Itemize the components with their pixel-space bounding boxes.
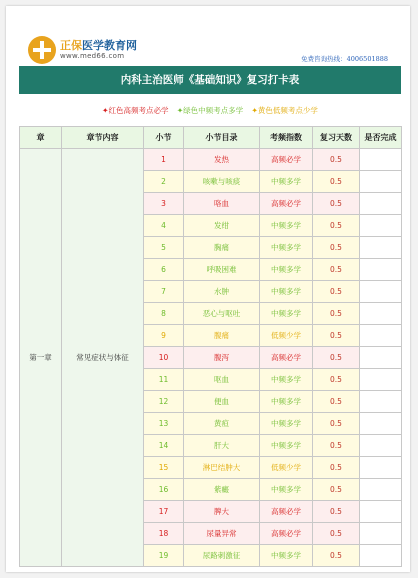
chapter-cell: 第一章 [20,149,62,567]
section-index-cell: 18 [144,523,184,545]
section-index-cell: 4 [144,215,184,237]
section-index-cell: 9 [144,325,184,347]
section-title-cell: 胸痛 [184,237,260,259]
completion-cell[interactable] [360,501,402,523]
frequency-cell: 中频多学 [260,281,313,303]
review-days-cell: 0.5 [313,325,360,347]
section-index-cell: 12 [144,391,184,413]
section-title-cell: 发绀 [184,215,260,237]
section-title-cell: 紫癜 [184,479,260,501]
completion-cell[interactable] [360,259,402,281]
section-index-cell: 6 [144,259,184,281]
section-index-cell: 8 [144,303,184,325]
review-days-cell: 0.5 [313,435,360,457]
review-days-cell: 0.5 [313,193,360,215]
header-section: 小节 [144,127,184,149]
section-index-cell: 17 [144,501,184,523]
review-days-cell: 0.5 [313,347,360,369]
frequency-cell: 中频多学 [260,413,313,435]
frequency-cell: 中频多学 [260,435,313,457]
section-index-cell: 19 [144,545,184,567]
frequency-cell: 中频多学 [260,479,313,501]
section-index-cell: 13 [144,413,184,435]
legend-green: ✦绿色中频考点多学 [176,106,244,115]
review-days-cell: 0.5 [313,545,360,567]
frequency-cell: 高频必学 [260,347,313,369]
section-index-cell: 7 [144,281,184,303]
section-title-cell: 水肿 [184,281,260,303]
section-title-cell: 肝大 [184,435,260,457]
section-index-cell: 5 [144,237,184,259]
completion-cell[interactable] [360,303,402,325]
review-days-cell: 0.5 [313,281,360,303]
header-chapter-content: 章节内容 [62,127,144,149]
frequency-cell: 中频多学 [260,545,313,567]
review-days-cell: 0.5 [313,501,360,523]
completion-cell[interactable] [360,435,402,457]
frequency-cell: 中频多学 [260,303,313,325]
frequency-cell: 中频多学 [260,215,313,237]
frequency-cell: 低频少学 [260,325,313,347]
section-title-cell: 尿路刺激征 [184,545,260,567]
completion-cell[interactable] [360,369,402,391]
completion-cell[interactable] [360,215,402,237]
section-index-cell: 1 [144,149,184,171]
section-index-cell: 15 [144,457,184,479]
header-review-days: 复习天数 [313,127,360,149]
legend-yellow: ✦黄色低频考点少学 [251,106,318,115]
completion-cell[interactable] [360,149,402,171]
completion-cell[interactable] [360,523,402,545]
header-section-title: 小节目录 [184,127,260,149]
section-title-cell: 呼吸困难 [184,259,260,281]
section-title-cell: 咳嗽与咳痰 [184,171,260,193]
review-days-cell: 0.5 [313,413,360,435]
frequency-cell: 高频必学 [260,193,313,215]
review-days-cell: 0.5 [313,457,360,479]
hotline-text: 免费咨询热线：4006501888 [301,55,388,63]
completion-cell[interactable] [360,479,402,501]
review-days-cell: 0.5 [313,523,360,545]
completion-cell[interactable] [360,325,402,347]
frequency-cell: 中频多学 [260,237,313,259]
completion-cell[interactable] [360,193,402,215]
section-title-cell: 发热 [184,149,260,171]
section-title-cell: 淋巴结肿大 [184,457,260,479]
completion-cell[interactable] [360,457,402,479]
frequency-cell: 中频多学 [260,171,313,193]
table-header-row [20,127,402,149]
review-days-cell: 0.5 [313,171,360,193]
header-done: 是否完成 [360,127,402,149]
document-page [6,6,410,572]
section-title-cell: 黄疸 [184,413,260,435]
review-days-cell: 0.5 [313,237,360,259]
section-title-cell: 脾大 [184,501,260,523]
completion-cell[interactable] [360,391,402,413]
section-index-cell: 10 [144,347,184,369]
completion-cell[interactable] [360,347,402,369]
section-index-cell: 3 [144,193,184,215]
header-chapter: 章 [20,127,62,149]
legend-red: ✦红色高频考点必学 [102,106,169,115]
section-index-cell: 2 [144,171,184,193]
review-days-cell: 0.5 [313,215,360,237]
completion-cell[interactable] [360,413,402,435]
review-days-cell: 0.5 [313,149,360,171]
logo-name: 正保医学教育网 [60,39,137,52]
review-days-cell: 0.5 [313,369,360,391]
study-table [19,126,402,567]
section-index-cell: 11 [144,369,184,391]
chapter-content-cell: 常见症状与体征 [62,149,144,567]
frequency-cell: 高频必学 [260,523,313,545]
section-title-cell: 尿量异常 [184,523,260,545]
completion-cell[interactable] [360,545,402,567]
section-title-cell: 呕血 [184,369,260,391]
legend [19,100,401,122]
page-title: 内科主治医师《基础知识》复习打卡表 [19,66,401,94]
section-title-cell: 腹痛 [184,325,260,347]
logo-cross-icon [28,36,56,64]
logo [28,36,148,66]
section-title-cell: 腹泻 [184,347,260,369]
table-row [20,149,402,171]
completion-cell[interactable] [360,171,402,193]
review-days-cell: 0.5 [313,303,360,325]
frequency-cell: 高频必学 [260,501,313,523]
frequency-cell: 中频多学 [260,259,313,281]
frequency-cell: 中频多学 [260,391,313,413]
section-title-cell: 恶心与呕吐 [184,303,260,325]
header-frequency: 考频指数 [260,127,313,149]
section-title-cell: 便血 [184,391,260,413]
review-days-cell: 0.5 [313,391,360,413]
completion-cell[interactable] [360,237,402,259]
logo-url: www.med66.com [60,52,125,60]
section-index-cell: 14 [144,435,184,457]
review-days-cell: 0.5 [313,479,360,501]
frequency-cell: 高频必学 [260,149,313,171]
section-index-cell: 16 [144,479,184,501]
review-days-cell: 0.5 [313,259,360,281]
section-title-cell: 咯血 [184,193,260,215]
frequency-cell: 低频少学 [260,457,313,479]
frequency-cell: 中频多学 [260,369,313,391]
completion-cell[interactable] [360,281,402,303]
